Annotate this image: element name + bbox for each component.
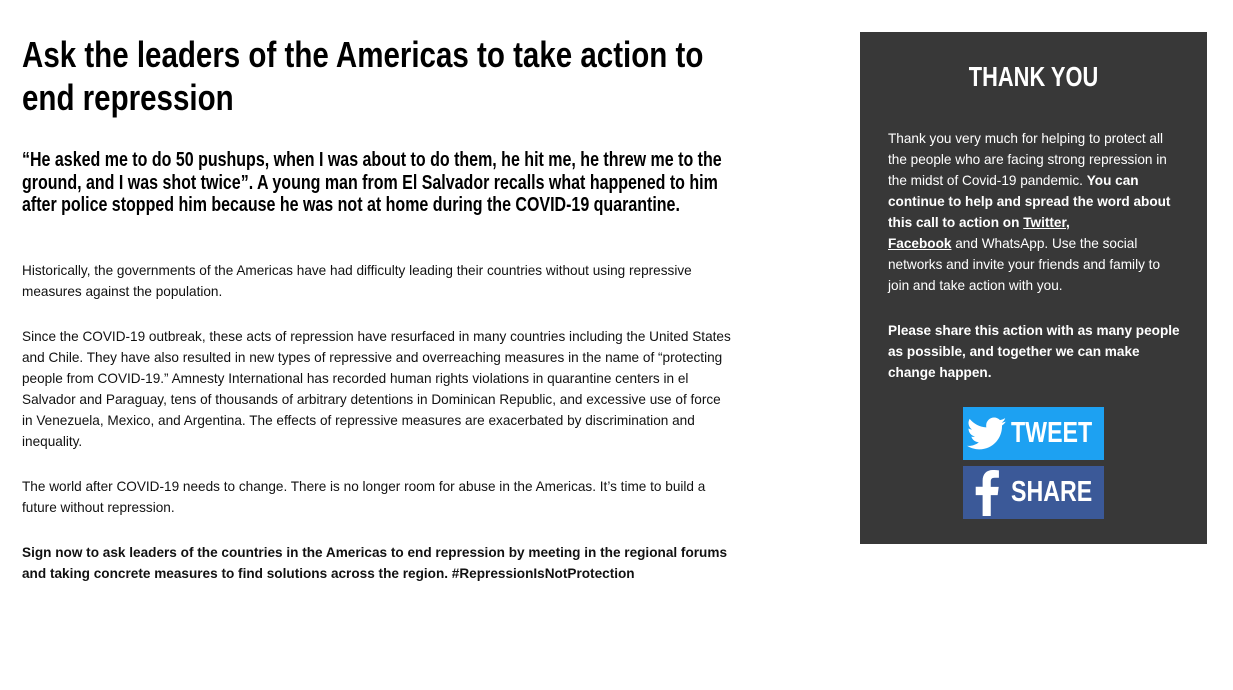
twitter-bird-icon	[963, 407, 1011, 460]
share-label: SHARE	[1011, 476, 1093, 508]
quote-text: “He asked me to do 50 pushups, when I was about to do them, he hit me, he threw me to the ground, and I was shot twice”.	[22, 149, 722, 194]
paragraph-history: Historically, the governments of the Americas have had difficulty leading their countries without using repressive measures against the population.	[22, 263, 692, 299]
thank-you-panel	[860, 32, 1207, 544]
paragraph-covid-repression: Since the COVID-19 outbreak, these acts of repression have resurfaced in many countries including the United States and Chile. They have also resulted in new types of repressive and overreaching measures in the name of “protecting people from COVID-19.” Amnesty International has recorded human rights violations in quarantine centers in el Salvador and Paraguay, tens of thousands of arbitrary detentions in Dominican Republic, and excessive use of force in Venezuela, Mexico, and Argentina. The effects of repressive measures are exacerbated by discrimination and inequality.	[22, 329, 731, 449]
twitter-link[interactable]: Twitter,	[1023, 215, 1070, 230]
tweet-button[interactable]	[963, 407, 1104, 460]
page-title: Ask the leaders of the Americas to take action to end repression	[22, 34, 704, 118]
thank-you-message	[888, 128, 1184, 296]
facebook-f-icon	[963, 466, 1011, 519]
quote-context: A young man from El Salvador recalls what happened to him after police stopped him because he was not at home during the COVID-19 quarantine.	[22, 171, 718, 216]
share-message: Please share this action with as many people as possible, and together we can make change happen.	[888, 323, 1180, 380]
main-content	[22, 33, 734, 581]
spread-word-text: You can continue to help and spread the word about this call to action on	[888, 173, 1171, 230]
facebook-link[interactable]: Facebook	[888, 236, 952, 251]
panel-title: THANK YOU	[968, 61, 1099, 92]
paragraph-world-after: The world after COVID-19 needs to change. There is no longer room for abuse in the Americas. It’s time to build a future without repression.	[22, 479, 706, 515]
testimony-quote	[22, 149, 734, 217]
tweet-label: TWEET	[1011, 417, 1093, 449]
thank-you-intro: Thank you very much for helping to protect all the people who are facing strong repression in the midst of Covid-19 pandemic.	[888, 131, 1167, 188]
call-to-action-text: Sign now to ask leaders of the countries in the Americas to end repression by meeting in the regional forums and taking concrete measures to find solutions across the region. #RepressionIsNotProtection	[22, 545, 728, 581]
social-networks-text: and WhatsApp. Use the social networks and invite your friends and family to join and take action with you.	[888, 236, 1161, 293]
facebook-share-button[interactable]	[963, 466, 1104, 519]
